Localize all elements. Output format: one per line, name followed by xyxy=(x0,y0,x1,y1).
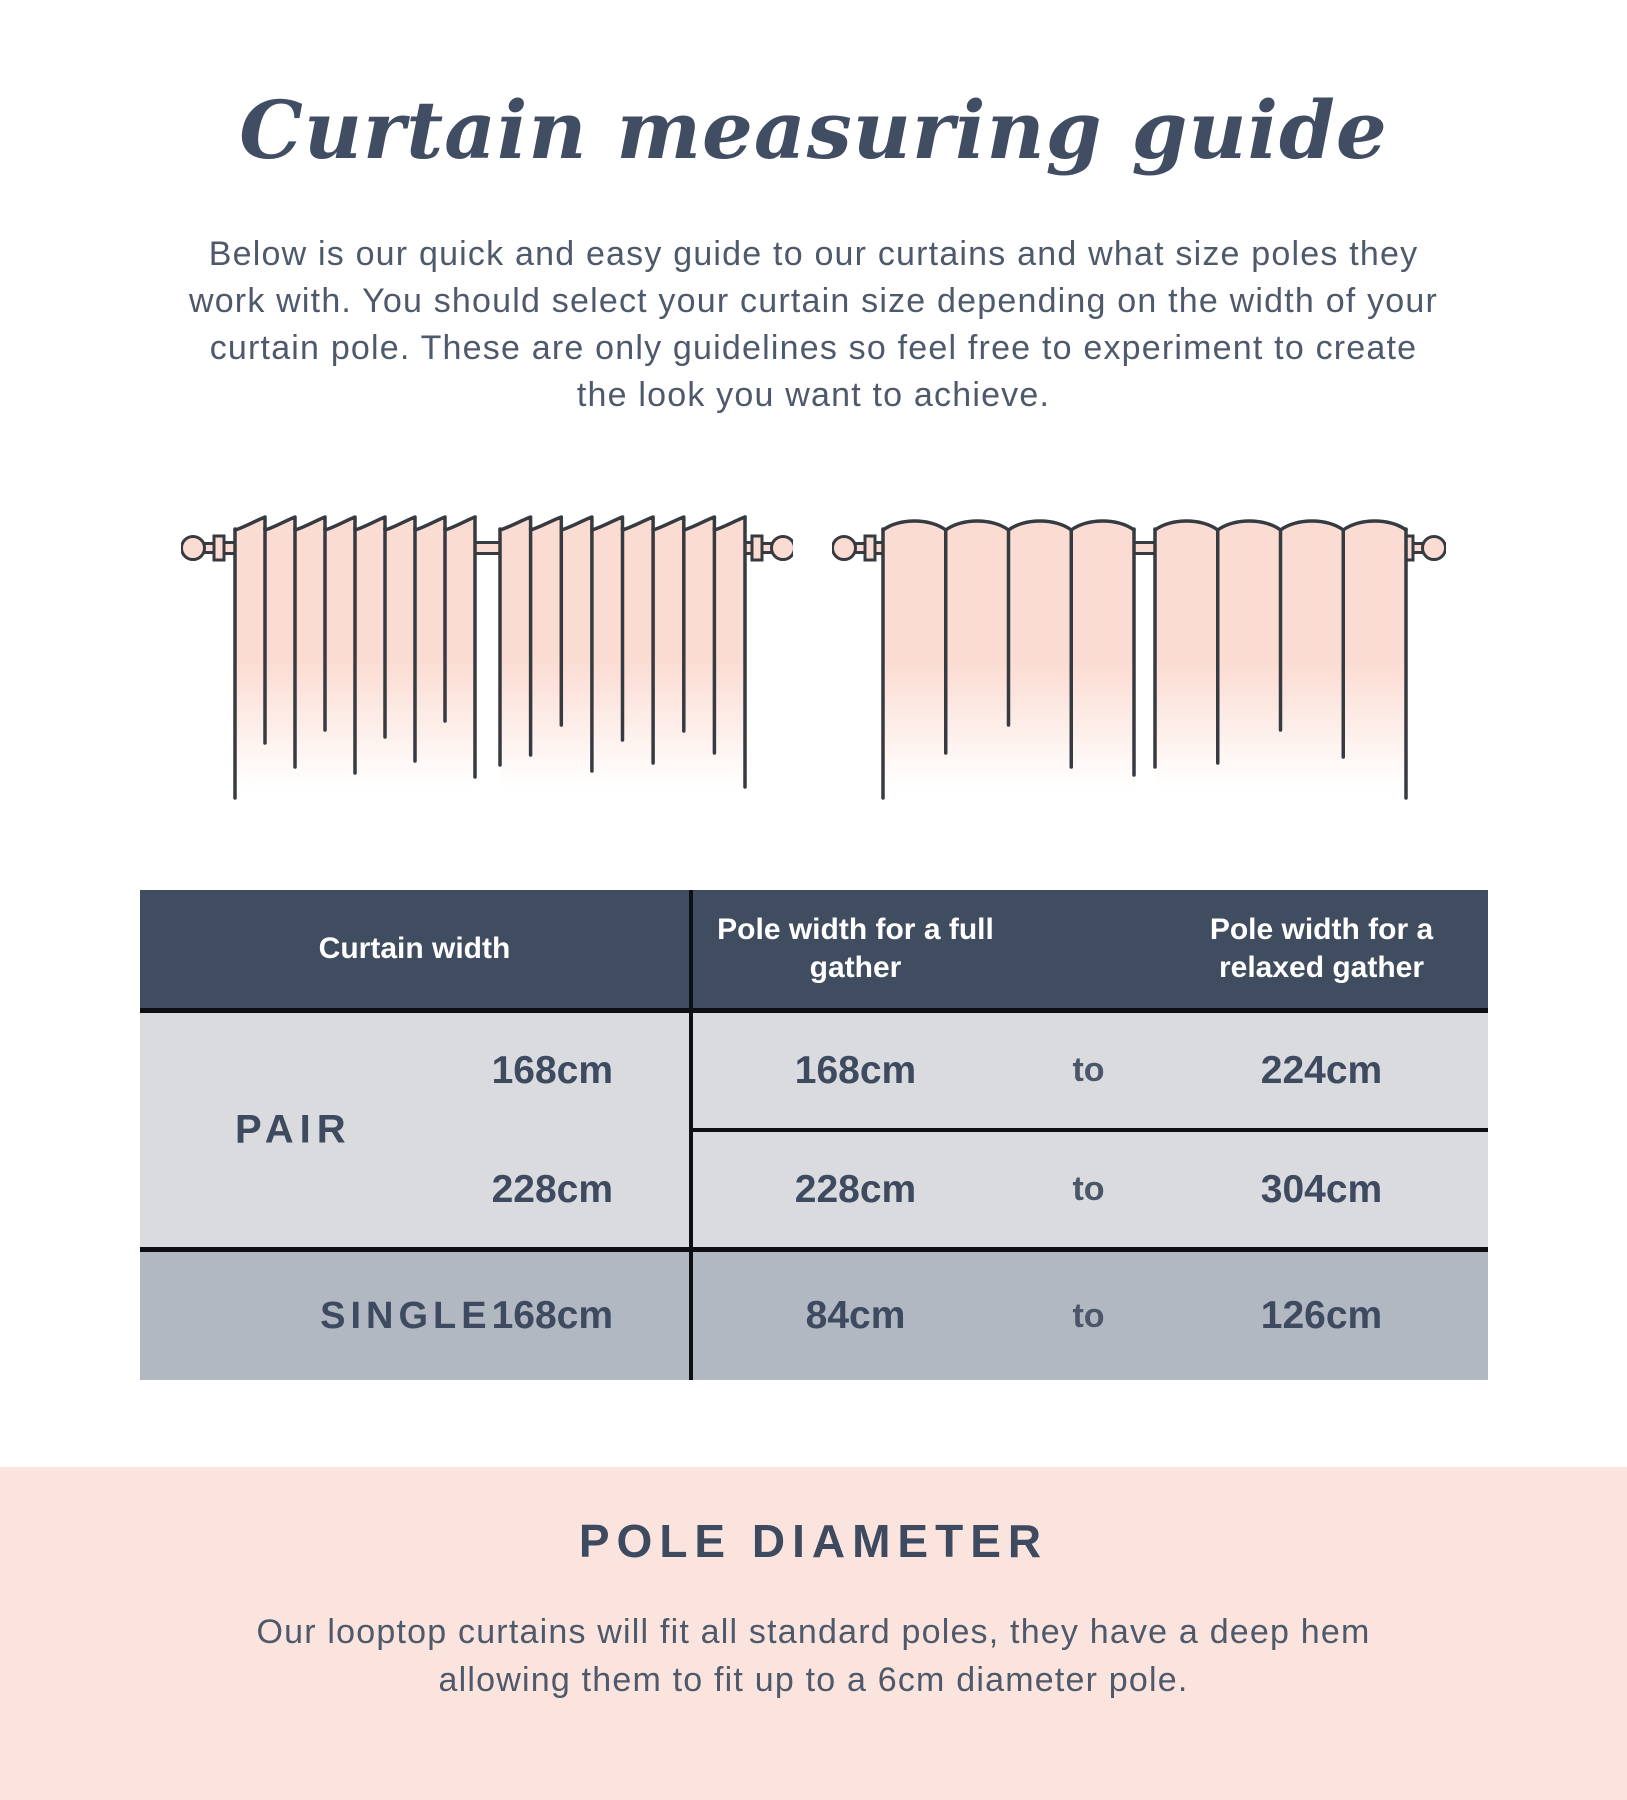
intro-line: work with. You should select your curtain size depending on the width of your xyxy=(188,282,1439,320)
header-curtain-width: Curtain width xyxy=(318,932,511,965)
finial-collar-right xyxy=(752,536,762,560)
single-row-first-cell xyxy=(140,1294,689,1338)
finial-collar-left xyxy=(865,536,875,560)
range-separator: to xyxy=(1072,1170,1105,1208)
curtain-panel-left xyxy=(883,521,1134,803)
intro-line: curtain pole. These are only guidelines so feel free to experiment to create xyxy=(209,329,1418,367)
finial-collar-left xyxy=(214,536,224,560)
table-group-single xyxy=(140,1252,1488,1380)
finial-ball-left xyxy=(182,537,205,560)
pole-max-value: 126cm xyxy=(1260,1294,1383,1337)
intro-line: the look you want to achieve. xyxy=(576,376,1051,414)
column-divider xyxy=(689,890,693,1380)
pole-min-value: 168cm xyxy=(794,1048,917,1092)
pole-max-value: 304cm xyxy=(1260,1167,1383,1211)
curtain-pair-full-gather-illustration xyxy=(181,515,793,805)
intro-paragraph xyxy=(34,231,1594,419)
curtain-panel-right xyxy=(1155,521,1406,803)
range-separator: to xyxy=(1072,1296,1105,1335)
finial-ball-right xyxy=(1423,537,1446,560)
header-pole-width-relaxed-gather: Pole width for a relaxed gather xyxy=(1209,913,1434,984)
curtain-panel-right xyxy=(500,517,745,803)
table-header-row xyxy=(140,890,1488,1013)
single-row-label: SINGLE xyxy=(320,1294,492,1337)
page-title: Curtain measuring guide xyxy=(239,83,1388,177)
curtain-pair-relaxed-gather-illustration xyxy=(832,515,1446,805)
pole-diameter-body xyxy=(0,1608,1627,1704)
curtain-width-value: 168cm xyxy=(491,1048,613,1092)
pole-diameter-section xyxy=(0,1467,1627,1800)
range-separator: to xyxy=(1072,1051,1105,1089)
pole-max-value: 224cm xyxy=(1260,1048,1383,1092)
finial-ball-left xyxy=(833,537,856,560)
pole-min-value: 84cm xyxy=(805,1294,906,1337)
pole-diameter-line: allowing them to fit up to a 6cm diameter pole. xyxy=(438,1661,1189,1699)
finial-ball-right xyxy=(772,537,794,560)
header-spacer xyxy=(1022,890,1155,1008)
curtain-size-table xyxy=(140,890,1488,1380)
curtain-width-value: 168cm xyxy=(491,1294,613,1337)
curtain-panel-left xyxy=(235,517,475,803)
header-pole-width-full-gather: Pole width for a full gather xyxy=(717,913,994,984)
pole-diameter-heading: POLE DIAMETER xyxy=(578,1515,1049,1567)
pole-diameter-line: Our looptop curtains will fit all standard poles, they have a deep hem xyxy=(256,1613,1371,1651)
curtain-width-value: 228cm xyxy=(491,1167,613,1211)
pair-row-label: PAIR xyxy=(235,1107,352,1152)
table-group-pair xyxy=(140,1013,1488,1247)
intro-line: Below is our quick and easy guide to our curtains and what size poles they xyxy=(208,235,1419,273)
pole-min-value: 228cm xyxy=(794,1167,917,1211)
